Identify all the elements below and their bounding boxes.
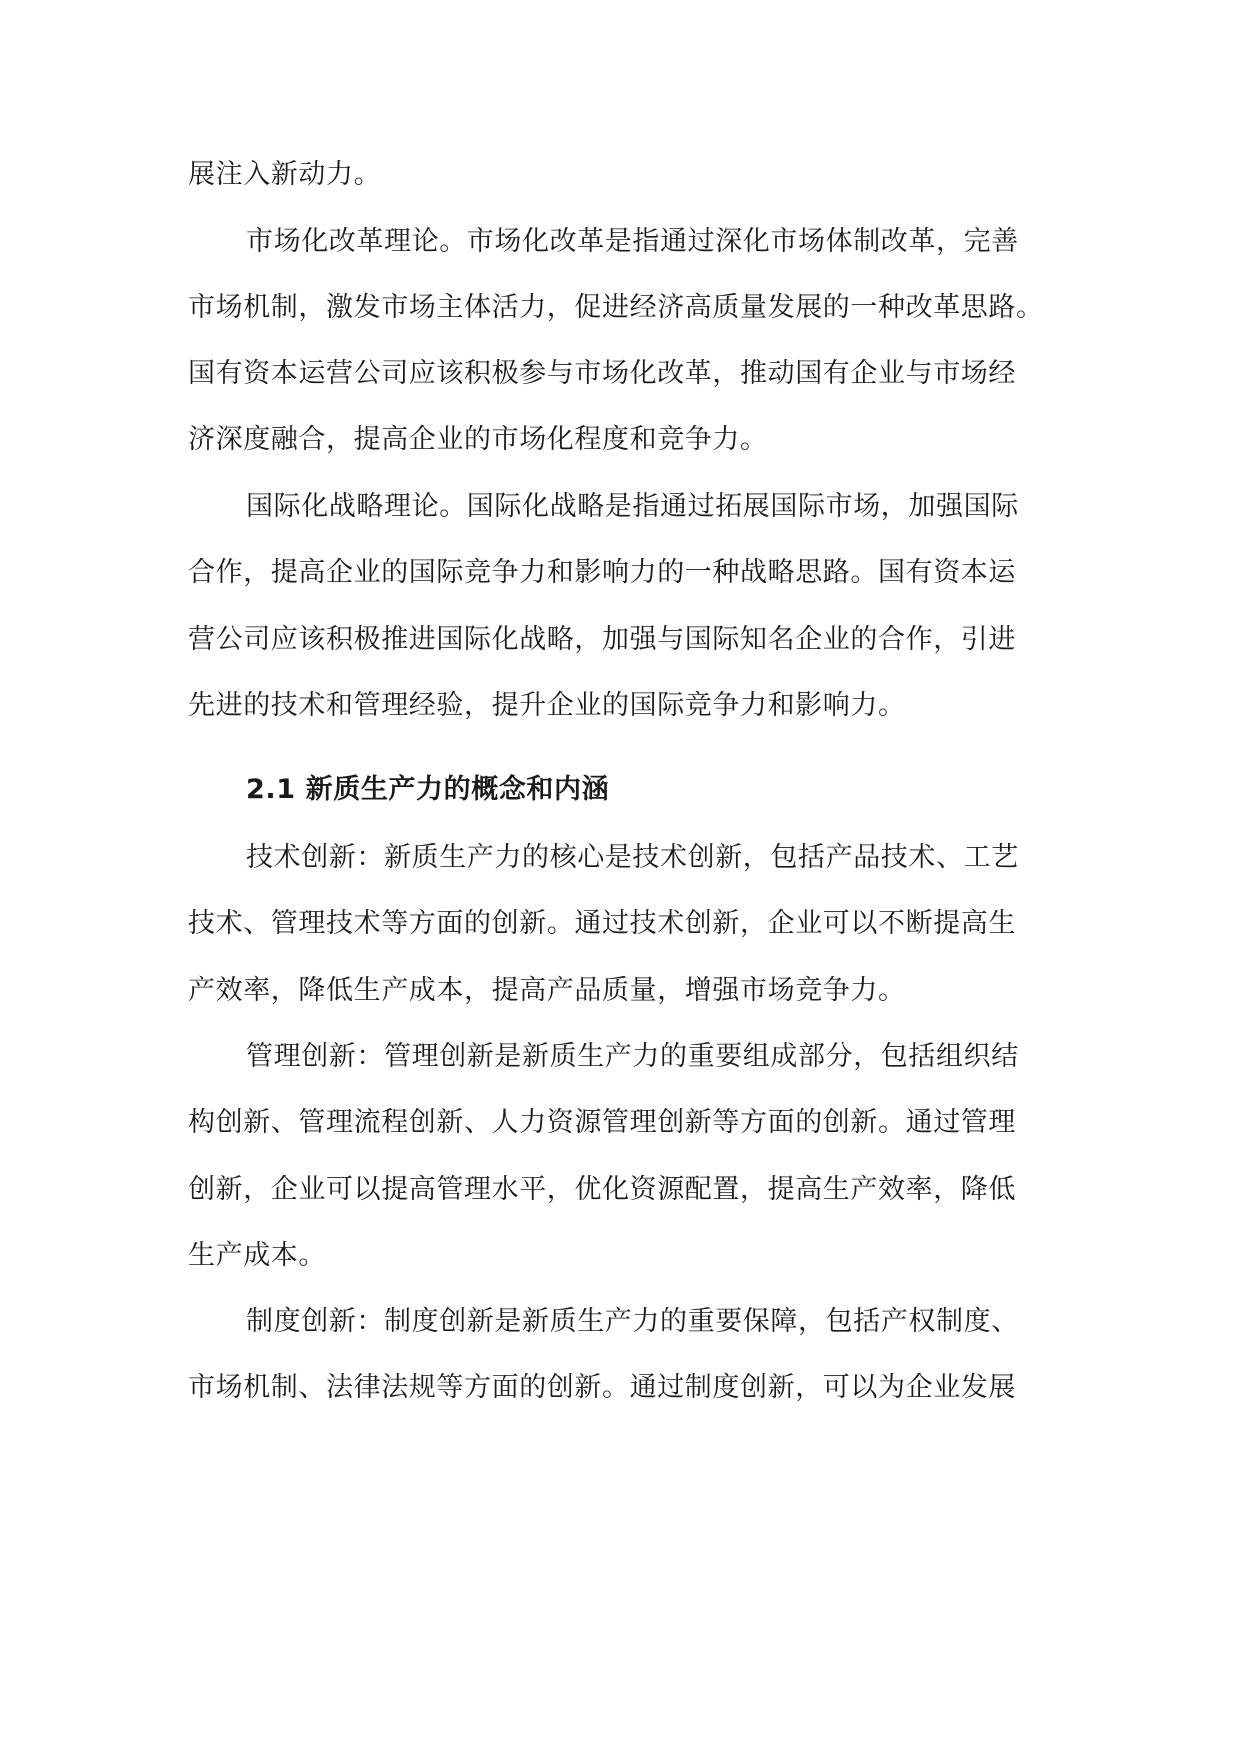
paragraph-line: 技术创新：新质生产力的核心是技术创新，包括产品技术、工艺 — [246, 842, 1019, 873]
paragraph-line: 构创新、管理流程创新、人力资源管理创新等方面的创新。通过管理 — [188, 1107, 1016, 1138]
paragraph-line: 制度创新：制度创新是新质生产力的重要保障，包括产权制度、 — [246, 1306, 1019, 1337]
paragraph-line: 国有资本运营公司应该积极参与市场化改革，推动国有企业与市场经 — [188, 358, 1016, 389]
paragraph-line: 国际化战略理论。国际化战略是指通过拓展国际市场，加强国际 — [246, 491, 1019, 522]
paragraph-line: 市场机制、法律法规等方面的创新。通过制度创新，可以为企业发展 — [188, 1372, 1016, 1403]
section-heading: 2.1 新质生产力的概念和内涵 — [246, 774, 610, 805]
paragraph-line: 展注入新动力。 — [188, 159, 382, 190]
paragraph-line: 营公司应该积极推进国际化战略，加强与国际知名企业的合作，引进 — [188, 624, 1016, 655]
paragraph-line: 管理创新：管理创新是新质生产力的重要组成部分，包括组织结 — [246, 1041, 1019, 1072]
paragraph-line: 济深度融合，提高企业的市场化程度和竞争力。 — [188, 424, 768, 455]
paragraph-line: 市场化改革理论。市场化改革是指通过深化市场体制改革，完善 — [246, 226, 1019, 257]
paragraph-line: 技术、管理技术等方面的创新。通过技术创新，企业可以不断提高生 — [188, 908, 1016, 939]
paragraph-line: 产效率，降低生产成本，提高产品质量，增强市场竞争力。 — [188, 975, 906, 1006]
paragraph-line: 先进的技术和管理经验，提升企业的国际竞争力和影响力。 — [188, 690, 906, 721]
paragraph-line: 生产成本。 — [188, 1240, 326, 1271]
paragraph-line: 创新，企业可以提高管理水平，优化资源配置，提高生产效率，降低 — [188, 1174, 1016, 1205]
paragraph-line: 合作，提高企业的国际竞争力和影响力的一种战略思路。国有资本运 — [188, 557, 1016, 588]
paragraph-line: 市场机制，激发市场主体活力，促进经济高质量发展的一种改革思路。 — [188, 292, 1044, 323]
